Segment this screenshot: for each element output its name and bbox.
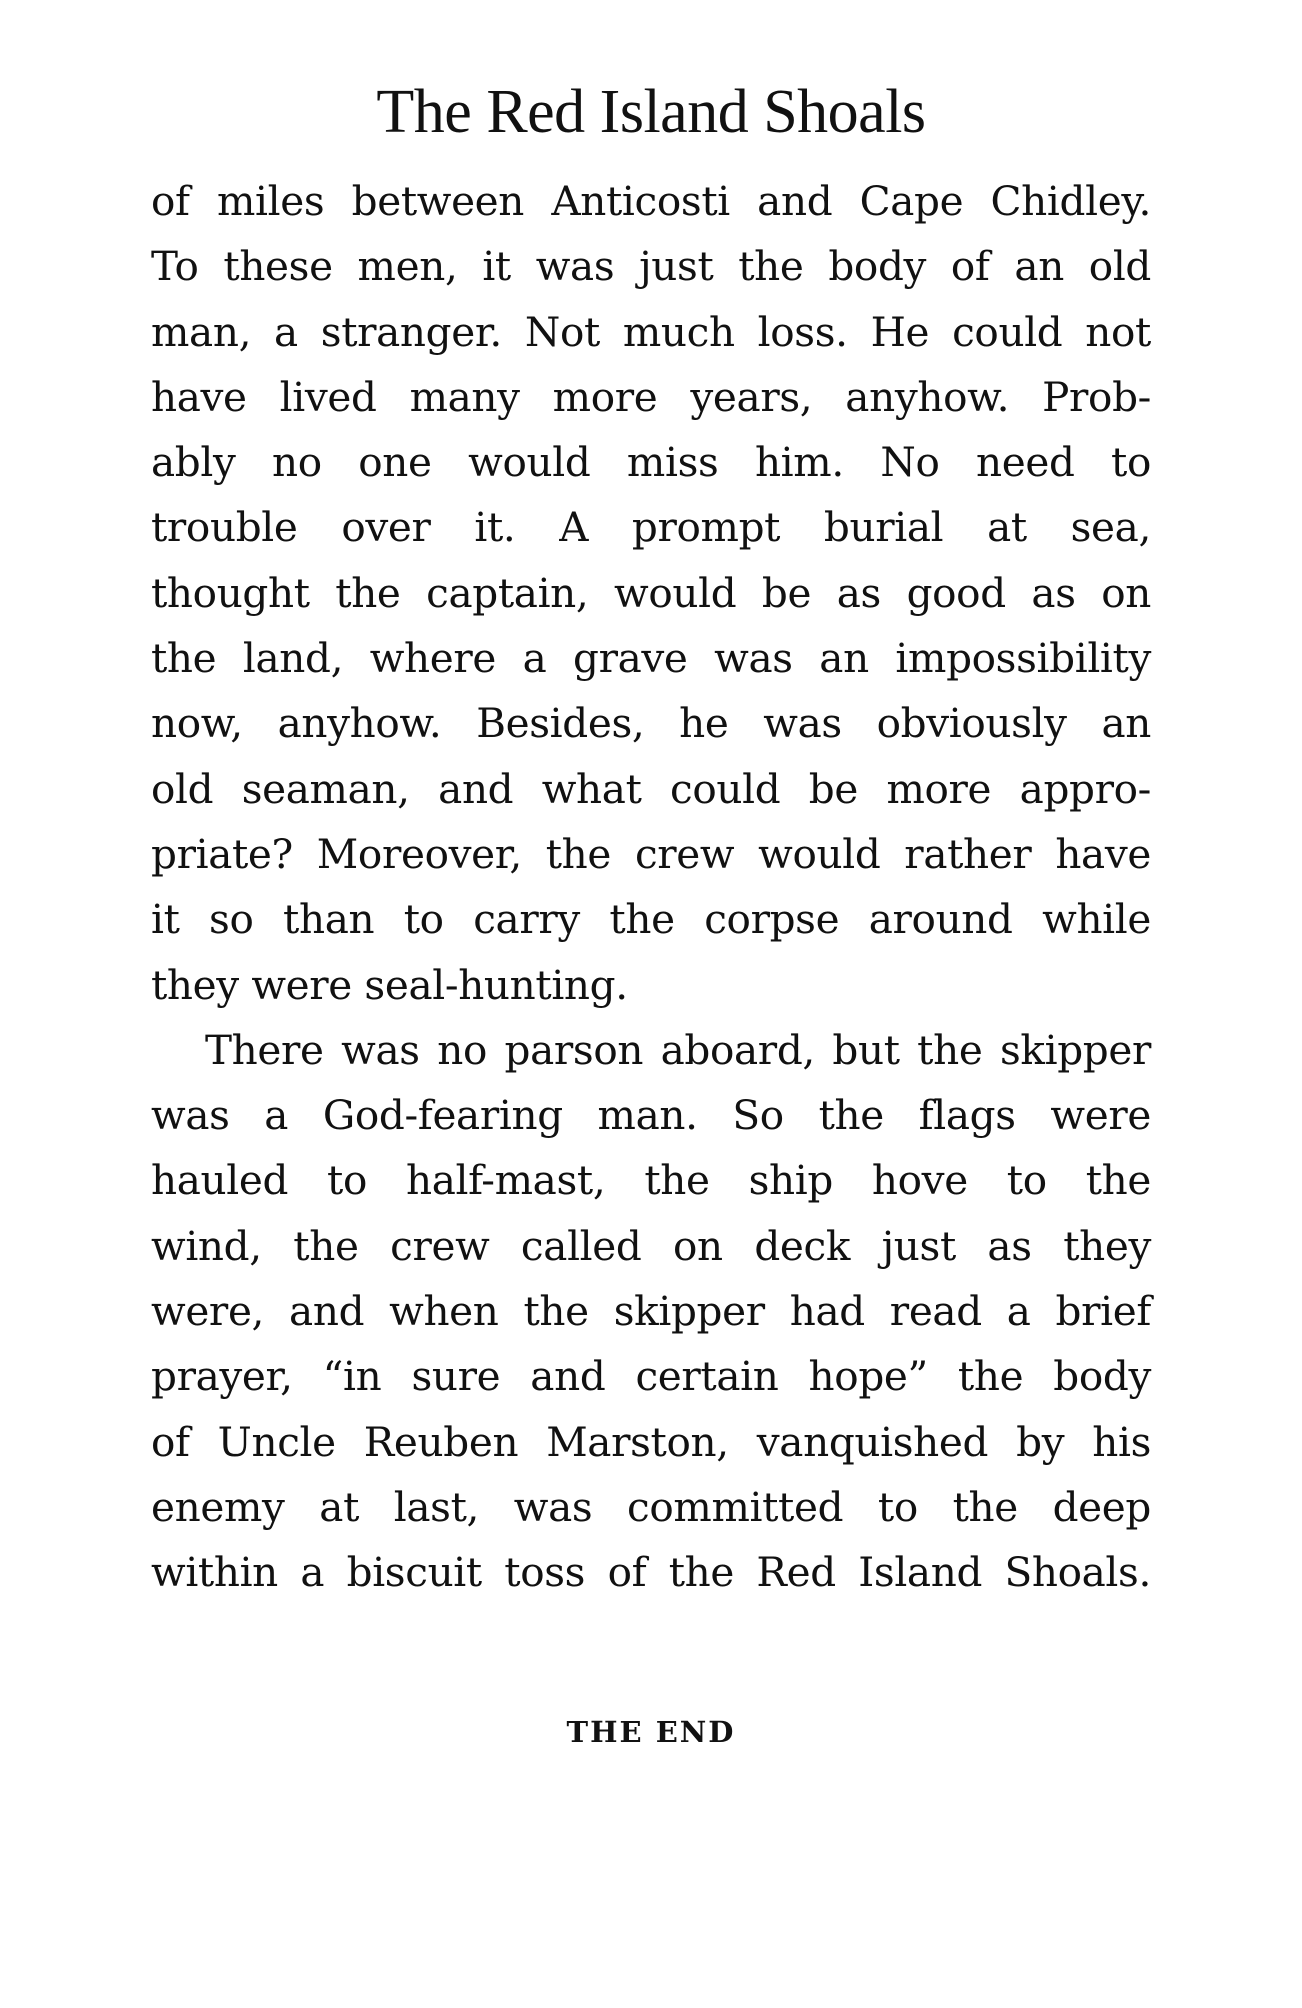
text-line: was a God-fearing man. So the flags were: [151, 1091, 1151, 1140]
text-line: thought the captain, would be as good as on: [151, 568, 1151, 617]
text-line: old seaman, and what could be more appro-: [151, 764, 1151, 813]
text-line: man, a stranger. Not much loss. He could not: [151, 307, 1151, 356]
text-line: There was no parson aboard, but the skipper: [205, 1025, 1151, 1074]
text-line: priate? Moreover, the crew would rather have: [151, 829, 1151, 878]
text-line: have lived many more years, anyhow. Prob-: [151, 372, 1151, 421]
text-line: hauled to half-mast, the ship hove to the: [151, 1156, 1151, 1205]
text-line: wind, the crew called on deck just as they: [151, 1221, 1151, 1270]
text-line: prayer, “in sure and certain hope” the body: [151, 1352, 1151, 1401]
text-line: it so than to carry the corpse around while: [151, 895, 1151, 944]
text-line: within a biscuit toss of the Red Island Shoals.: [151, 1548, 1151, 1597]
running-head-title: The Red Island Shoals: [376, 78, 926, 146]
text-line: ably no one would miss him. No need to: [151, 438, 1151, 487]
text-line: the land, where a grave was an impossibility: [151, 634, 1151, 683]
body-text: [151, 169, 1151, 1606]
text-line: To these men, it was just the body of an old: [151, 242, 1151, 291]
the-end-label: THE END: [566, 1715, 736, 1749]
text-line: they were seal-hunting.: [151, 960, 628, 1009]
text-line: of Uncle Reuben Marston, vanquished by his: [151, 1417, 1151, 1466]
text-line: of miles between Anticosti and Cape Chidley.: [151, 177, 1151, 225]
text-line: enemy at last, was committed to the deep: [151, 1482, 1151, 1531]
text-line: were, and when the skipper had read a brief: [151, 1287, 1151, 1336]
text-line: now, anyhow. Besides, he was obviously an: [151, 699, 1151, 748]
text-line: trouble over it. A prompt burial at sea,: [151, 503, 1151, 552]
